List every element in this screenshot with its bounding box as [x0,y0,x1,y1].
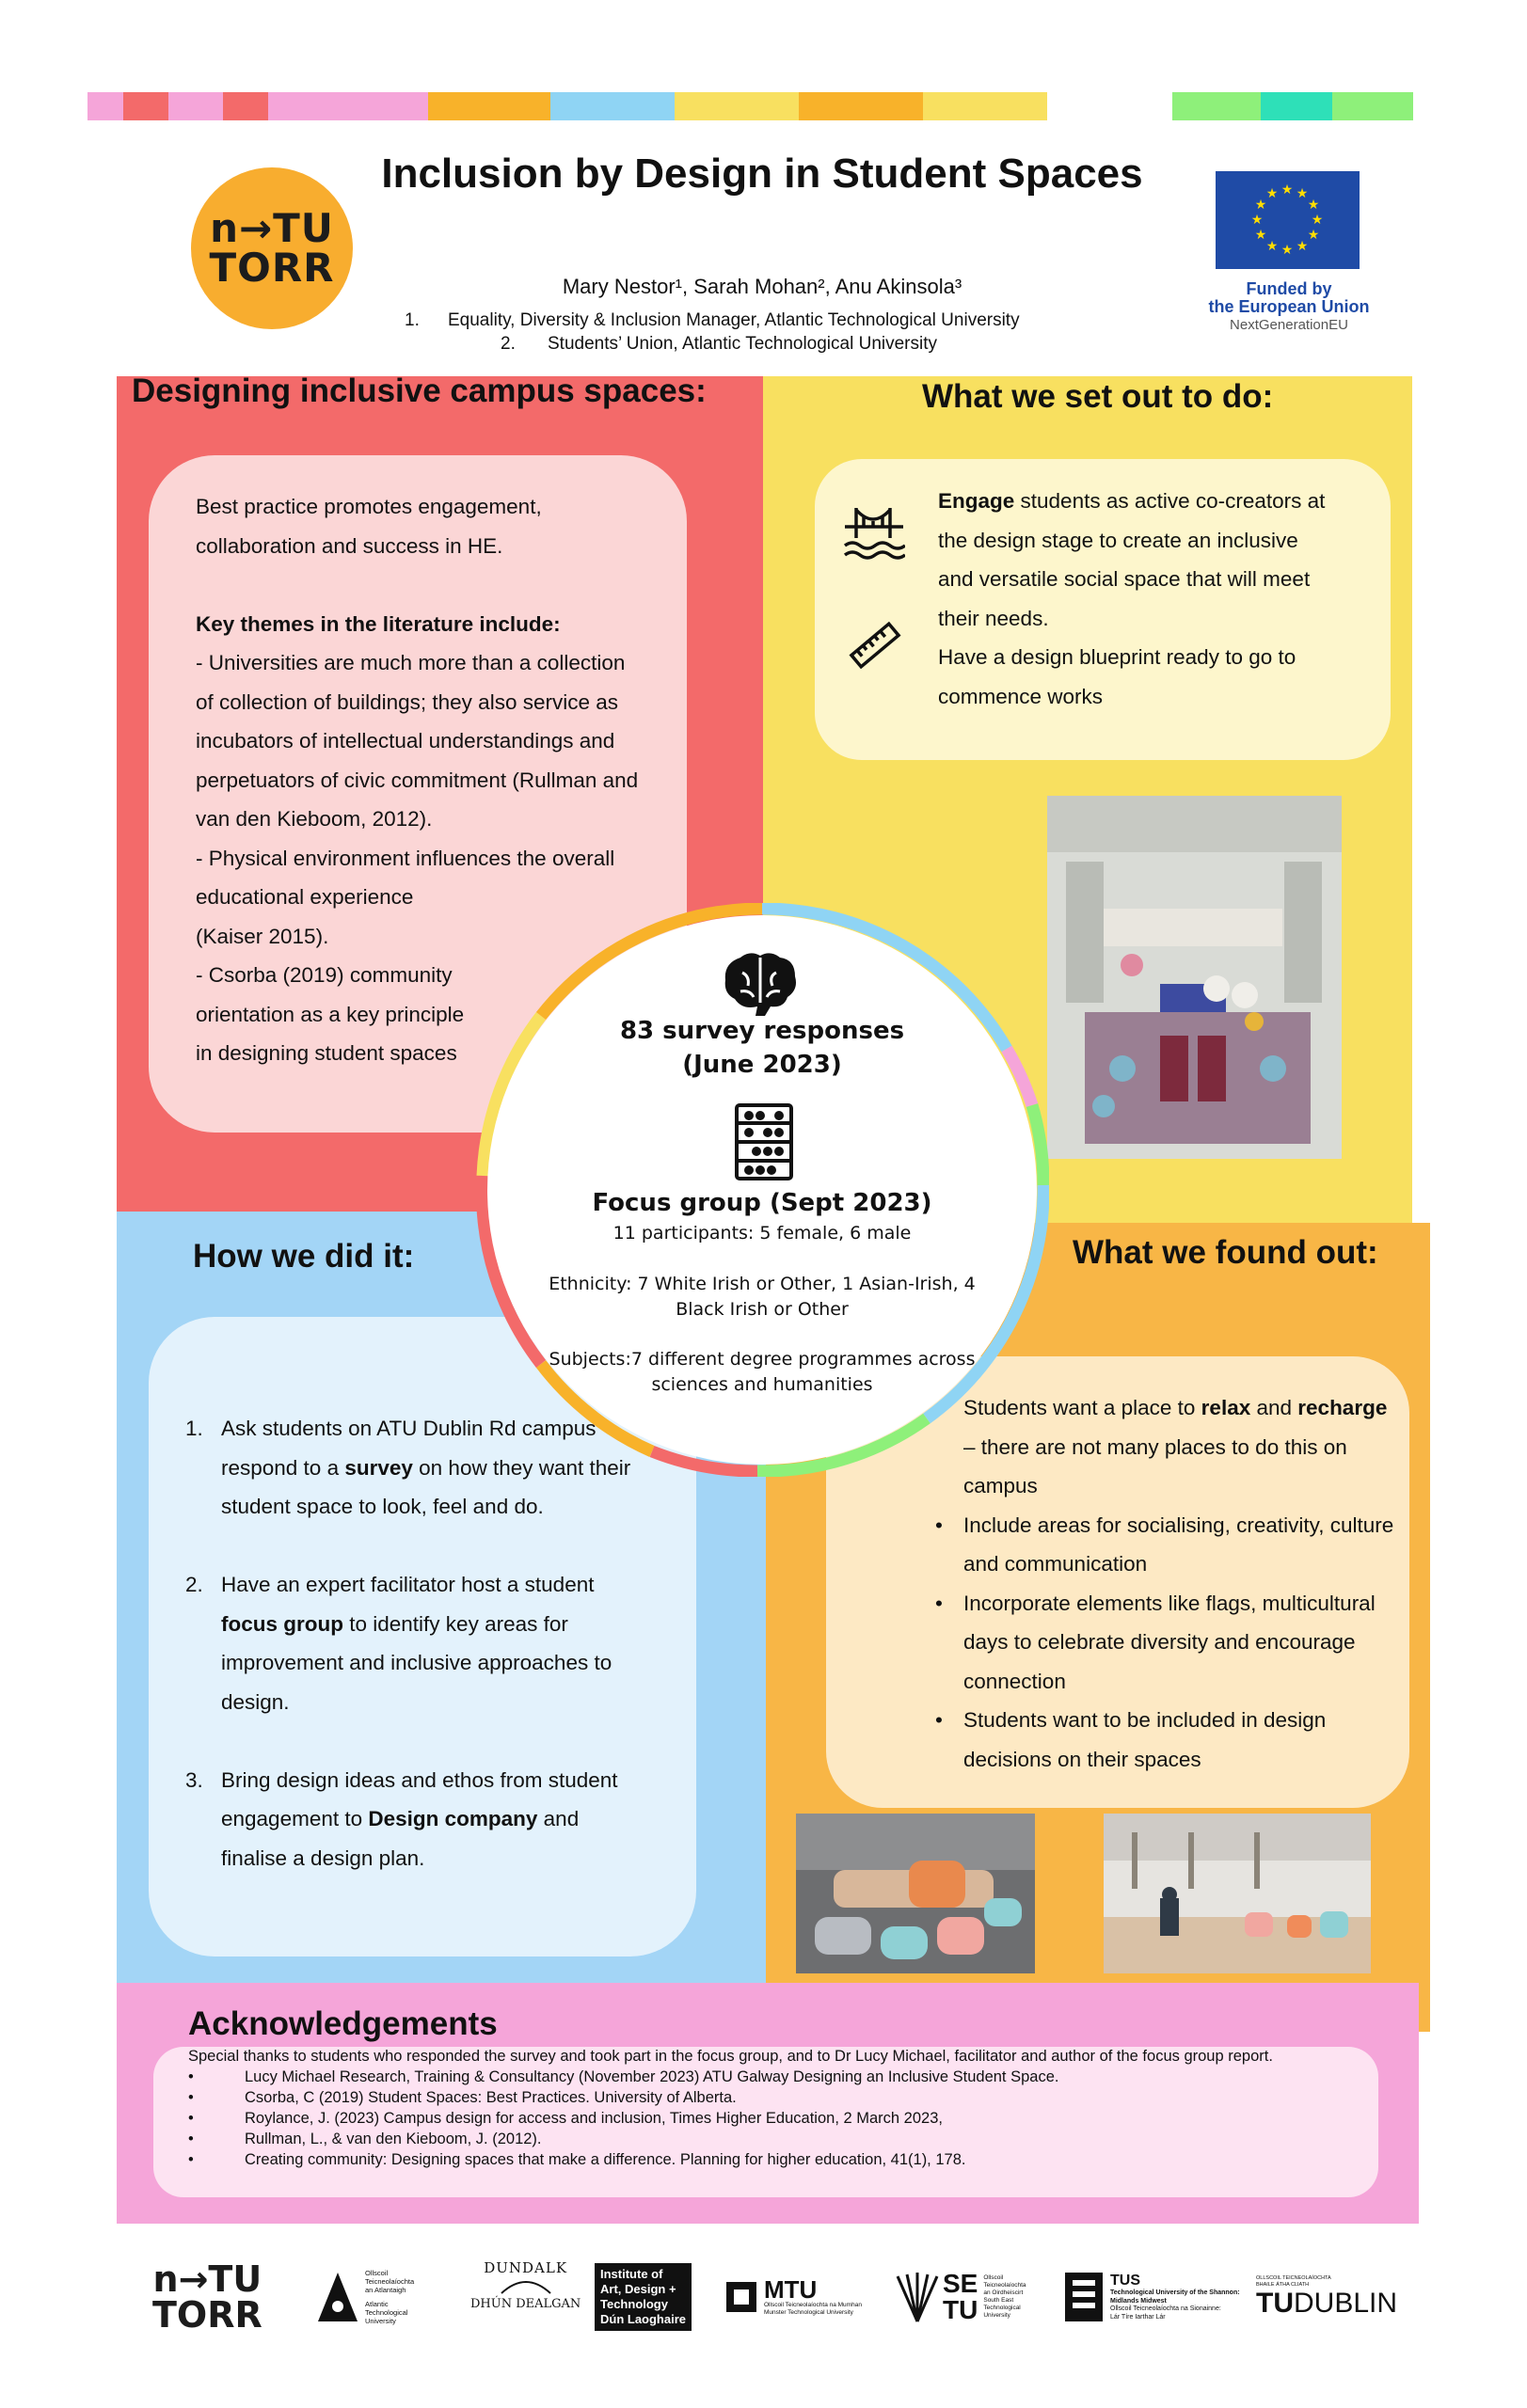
svg-text:★: ★ [1307,228,1320,243]
svg-text:★: ★ [1254,198,1267,213]
found-item-2: • Include areas for socialising, creativity, culture and communication [935,1513,1394,1576]
abacus-icon [734,1102,794,1186]
authors: Mary Nestor¹, Sarah Mohan², Anu Akinsola³ [562,275,962,298]
page-title: Inclusion by Design in Student Spaces [381,150,1143,197]
setout-text: Engage students as active co-creators at the design stage to create an inclusive and versatile social space that will meet their needs. Have a design blueprint ready to go to commence works [938,489,1326,708]
brain-icon [722,950,799,1022]
eu-funding-label: Funded by the European Union NextGenerationEU [1208,279,1370,333]
footer-dundalk-logo: DUNDALK DHÚN DEALGAN [470,2259,581,2311]
how-item-1: 1. Ask students on ATU Dublin Rd campus respond to a survey on how they want their student space to look, feel and do. [185,1417,631,1518]
lounge-photo-2 [1104,1814,1371,1973]
svg-text:★: ★ [1311,213,1324,228]
svg-text:★: ★ [1265,239,1279,254]
footer-tu-dublin-logo: OLLSCOIL TEICNEOLAÍOCHTA BHAILE ÁTHA CLIATH TUDUBLIN [1256,2275,1398,2319]
footer-setu-logo: SE TU Ollscoil Teicneolaíochta an Oirdheiscirt South East Technological University [894,2259,1026,2335]
how-heading: How we did it: [193,1238,415,1275]
logo-line2: TORR [209,245,335,291]
svg-text:★: ★ [1307,198,1320,213]
ethnicity: Ethnicity: 7 White Irish or Other, 1 Asian-Irish, 4 Black Irish or Other [549,1274,976,1320]
ruler-icon [847,617,903,678]
how-item-3: 3. Bring design ideas and ethos from student engagement to Design company and finalise a design plan. [185,1767,618,1870]
ack-thanks: Special thanks to students who responded the survey and took part in the focus group, and to Dr Lucy Michael, facilitator and author of the focus group report. [188,2048,1273,2065]
footer-tus-logo: TUS Technological University of the Shannon: Midlands Midwest Ollscoil Teicneolaíochta na Sionainne: Lár Tíre Iarthar Lár [1063,2259,1240,2335]
footer-mtu-logo: MTU Ollscoil Teicneolaíochta na Mumhan Munster Technological University [724,2259,862,2335]
atrium-photo [1047,796,1342,1159]
eu-flag-icon [1216,171,1360,269]
svg-text:★: ★ [1296,239,1309,254]
subjects: Subjects:7 different degree programmes across sciences and humanities [549,1349,976,1395]
found-heading: What we found out: [1073,1234,1378,1271]
found-item-3: • Incorporate elements like flags, multicultural days to celebrate diversity and encourage connection [935,1591,1376,1693]
svg-text:★: ★ [1265,186,1279,201]
found-item-4: • Students want to be included in design decisions on their spaces [935,1708,1327,1771]
how-list [185,1409,675,1917]
ack-heading: Acknowledgements [188,2005,498,2042]
logo-line1: n→TU [210,205,334,251]
lounge-photo-1 [796,1814,1035,1973]
svg-text:★: ★ [1296,186,1309,201]
survey-responses: 83 survey responses (June 2023) [619,1017,905,1079]
focus-group-title: Focus group (Sept 2023) [592,1189,932,1217]
designing-text: Best practice promotes engagement, collaboration and success in HE. Key themes in the literature include: - Universities are much more than a collection of collection of buildings; they also service as incubators of intellectual understandings and perpetuators of civic commitment (Rullman and van den Kieboom, 2012). - Physical environment influences the overall educational experience (Kaiser 2015). - Csorba (2019) community orientation as a key principle in designing student spaces [196,495,639,1065]
footer-iadt-logo: Institute of Art, Design + Technology Dún Laoghaire [595,2258,692,2337]
ack-text: Special thanks to students who responded the survey and took part in the focus group, and to Dr Lucy Michael, facilitator and author of the focus group report. • Lucy Michael Research, Training & Consultancy (November 2023) ATU Galway Designing an Inclusive Student Space. • Csorba, C (2019) Student Spaces: Best Practices. University of Alberta. • Roylance, J. (2023) Campus design for access and inclusion, Times Higher Education, 2 March 2023, • Rullman, L., & van den Kieboom, J. (2012). • Creating community: Designing spaces that make a difference. Planning for higher education, 41(1), 178. [188,2048,1273,2168]
participants: 11 participants: 5 female, 6 male [612,1223,912,1244]
setout-heading: What we set out to do: [922,378,1274,415]
footer-atu-logo: Ollscoil Teicneolaíochta an Atlantaigh Atlantic Technological University [314,2259,414,2335]
affiliation-2: 2. Students’ Union, Atlantic Technological University [501,334,938,354]
bridge-icon [843,504,905,565]
svg-text:★: ★ [1280,243,1294,258]
footer-ntu-torr-logo: n→TU TORR [152,2258,262,2336]
found-item-1: Students want a place to relax and recharge – there are not many places to do this on campus [963,1396,1388,1497]
svg-text:★: ★ [1250,213,1264,228]
svg-text:★: ★ [1254,228,1267,243]
affiliation-1: 1. Equality, Diversity & Inclusion Manager, Atlantic Technological University [405,310,1020,330]
svg-text:★: ★ [1280,182,1294,198]
designing-heading: Designing inclusive campus spaces: [132,372,707,409]
how-item-2: 2. Have an expert facilitator host a student focus group to identify key areas for improvement and inclusive approaches to design. [185,1573,612,1714]
